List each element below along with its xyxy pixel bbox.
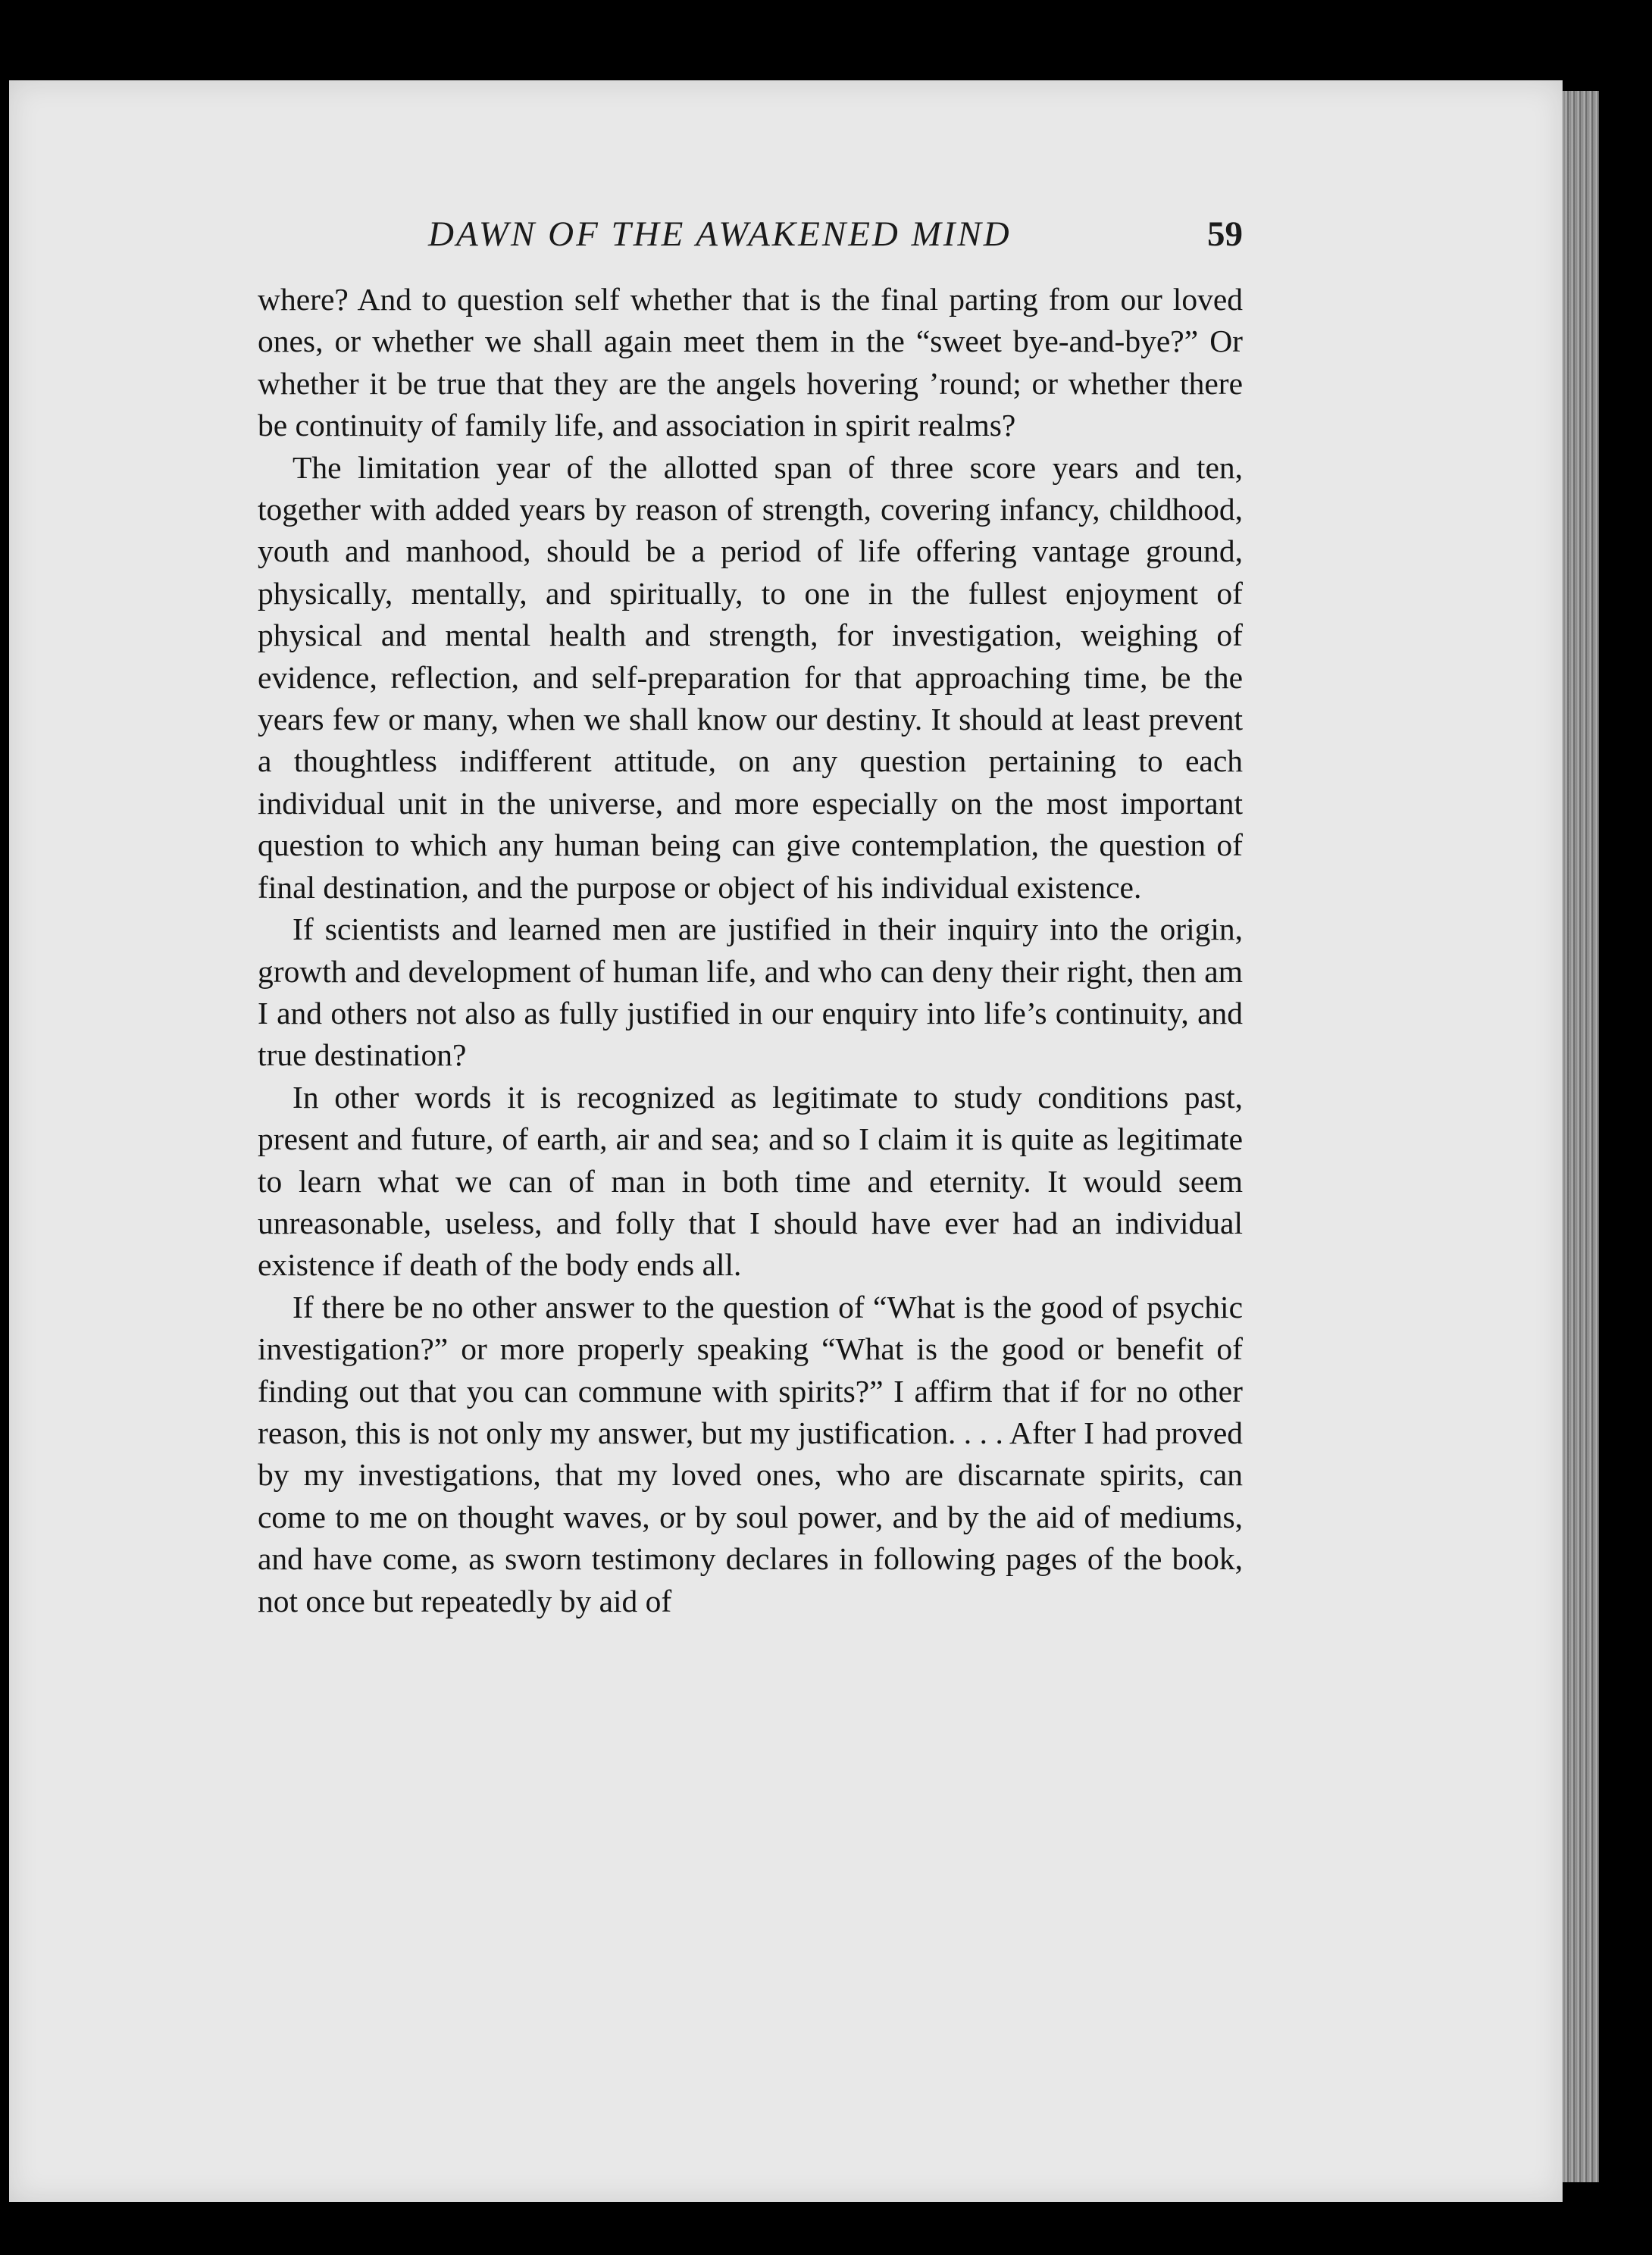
paragraph-1: where? And to question self whether that is the final parting from our loved ones, or whether we shall again meet them in the “sweet bye-and-bye?” Or whether it be true that they are the angels hovering ’round; or whether there be continuity of family life, and association in spirit realms? [258,282,1243,443]
paragraph-3: If scientists and learned men are justified in their inquiry into the origin, growth and development of human life, and who can deny their right, then am I and others not also as fully justified in our enquiry into life’s continuity, and true destination? [258,912,1243,1073]
page-number: 59 [1207,214,1243,254]
page-header [258,214,1243,259]
paragraph-4: In other words it is recognized as legitimate to study conditions past, present and future, of earth, air and sea; and so I claim it is quite as legitimate to learn what we can of man in both time and eternity. It would seem unreasonable, useless, and folly that I should have ever had an individual existence if death of the body ends all. [258,1079,1243,1283]
body-text [258,279,1243,1622]
paragraph-5: If there be no other answer to the question of “What is the good of psychic investigation?” or more properly speaking “What is the good or benefit of finding out that you can commune with spirits?” I affirm that if for no other reason, this is not only my answer, but my justification. . . . After I had proved by my investigations, that my loved ones, who are discarnate spirits, can come to me on thought waves, or by soul power, and by the aid of mediums, and have come, as sworn testimony declares in following pages of the book, not once but repeatedly by aid of [258,1289,1243,1619]
running-head: DAWN OF THE AWAKENED MIND [428,214,1012,254]
paragraph-2: The limitation year of the allotted span of three score years and ten, together with added years by reason of strength, covering infancy, childhood, youth and manhood, should be a period of life offering vantage ground, physically, mentally, and spiritually, to one in the fullest enjoyment of physical and mental health and strength, for investigation, weighing of evidence, reflection, and self-preparation for that approaching time, be the years few or many, when we shall know our destiny. It should at least prevent a thoughtless indifferent attitude, on any question pertaining to each individual unit in the universe, and more especially on the most important question to which any human being can give contemplation, the question of final destination, and the purpose or object of his individual existence. [258,449,1243,905]
